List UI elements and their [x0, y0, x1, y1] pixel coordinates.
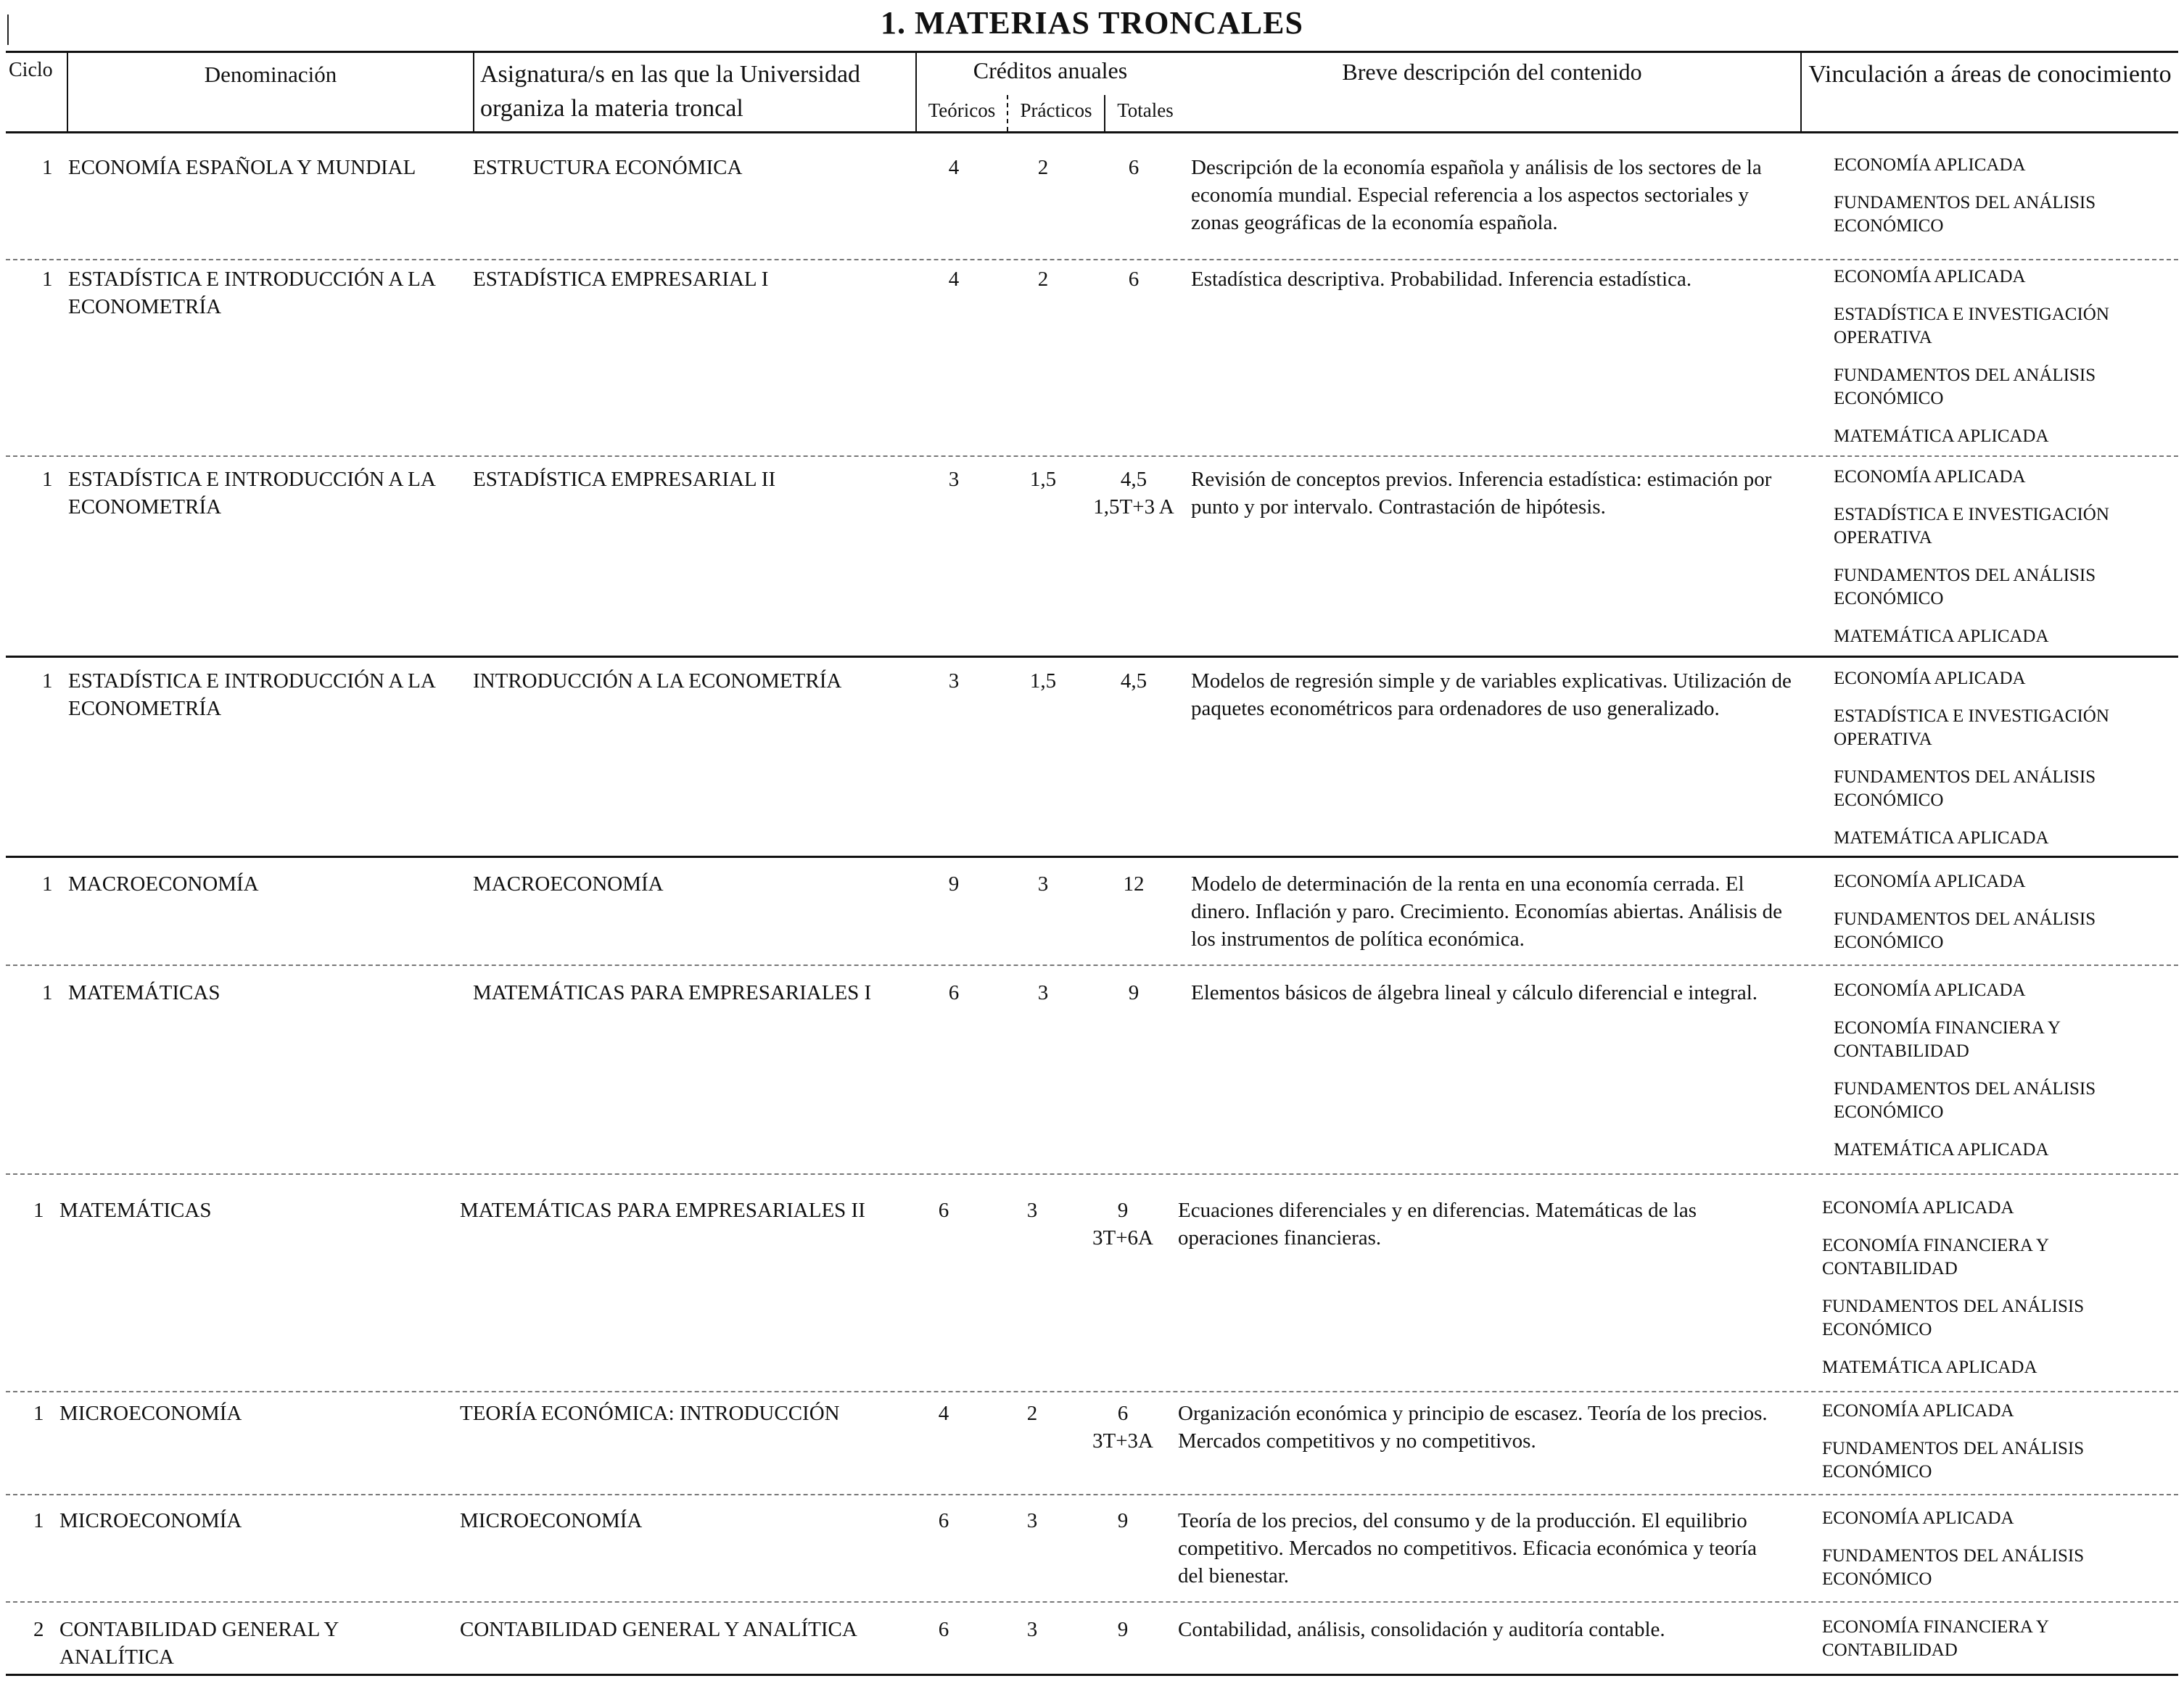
row-descripcion: Organización económica y principio de escasez. Teoría de los precios. Mercados competitivos y no competitivos.	[1178, 1402, 1768, 1453]
row-descripcion: Descripción de la economía española y análisis de los sectores de la economía mundial. Especial referencia a los aspectos sectoriales y zonas geográficas de la economía española.	[1191, 156, 1762, 234]
area-item: FUNDAMENTOS DEL ANÁLISIS ECONÓMICO	[1822, 1546, 2085, 1589]
area-item: FUNDAMENTOS DEL ANÁLISIS ECONÓMICO	[1822, 1297, 2085, 1339]
row-teoricos: 3	[948, 669, 960, 693]
area-item: FUNDAMENTOS DEL ANÁLISIS ECONÓMICO	[1834, 566, 2096, 608]
area-item: ECONOMÍA APLICADA	[1834, 980, 2026, 1000]
row-denominacion: ECONOMÍA ESPAÑOLA Y MUNDIAL	[68, 156, 416, 179]
row-ciclo: 1	[33, 1199, 44, 1222]
table-row	[6, 1400, 2178, 1495]
area-item: ECONOMÍA APLICADA	[1834, 155, 2026, 175]
row-descripcion: Modelos de regresión simple y de variables explicativas. Utilización de paquetes econométricos para ordenadores de uso generalizado.	[1191, 669, 1792, 720]
area-item: FUNDAMENTOS DEL ANÁLISIS ECONÓMICO	[1822, 1439, 2085, 1482]
table-row	[6, 466, 2178, 658]
row-denominacion: ESTADÍSTICA E INTRODUCCIÓN A LA ECONOMETRÍA	[68, 468, 435, 519]
row-areas	[1822, 1616, 2170, 1677]
row-ciclo: 1	[33, 1402, 44, 1425]
row-asignatura: ESTRUCTURA ECONÓMICA	[473, 156, 743, 179]
table-row	[6, 1507, 2178, 1603]
row-teoricos: 9	[948, 872, 960, 896]
row-descripcion: Ecuaciones diferenciales y en diferencias. Matemáticas de las operaciones financieras.	[1178, 1199, 1697, 1250]
row-totales	[1090, 466, 1177, 521]
table-header	[6, 51, 2178, 133]
area-item: ECONOMÍA APLICADA	[1822, 1401, 2014, 1421]
row-asignatura: MICROECONOMÍA	[460, 1509, 643, 1532]
row-areas	[1834, 466, 2182, 663]
row-totales-value: 6	[1117, 1402, 1129, 1425]
row-descripcion: Revisión de conceptos previos. Inferencia estadística: estimación por punto y por intervalo. Contrastación de hipótesis.	[1191, 468, 1772, 519]
area-item: FUNDAMENTOS DEL ANÁLISIS ECONÓMICO	[1834, 909, 2096, 952]
row-areas	[1822, 1400, 2170, 1498]
row-totales	[1079, 1507, 1166, 1535]
row-ciclo: 1	[42, 156, 53, 179]
row-asignatura: TEORÍA ECONÓMICA: INTRODUCCIÓN	[460, 1402, 840, 1425]
row-ciclo: 1	[33, 1509, 44, 1532]
row-totales	[1090, 154, 1177, 181]
header-teoricos: Teóricos	[928, 99, 996, 121]
row-totales	[1090, 667, 1177, 695]
row-areas	[1834, 667, 2182, 864]
row-practicos: 3	[1026, 1618, 1038, 1641]
row-teoricos: 4	[938, 1402, 949, 1425]
area-item: ECONOMÍA APLICADA	[1834, 267, 2026, 286]
row-teoricos: 4	[948, 156, 960, 179]
area-item: MATEMÁTICA APLICADA	[1822, 1358, 2037, 1377]
row-practicos: 3	[1026, 1509, 1038, 1532]
row-totales	[1079, 1197, 1166, 1252]
area-item: ECONOMÍA APLICADA	[1834, 872, 2026, 891]
row-teoricos: 3	[948, 468, 960, 491]
row-asignatura: MACROECONOMÍA	[473, 872, 664, 896]
row-ciclo: 1	[42, 669, 53, 693]
row-denominacion: ESTADÍSTICA E INTRODUCCIÓN A LA ECONOMETRÍA	[68, 669, 435, 720]
row-descripcion: Contabilidad, análisis, consolidación y auditoría contable.	[1178, 1618, 1665, 1641]
area-item: FUNDAMENTOS DEL ANÁLISIS ECONÓMICO	[1834, 1079, 2096, 1122]
row-practicos: 3	[1037, 872, 1049, 896]
row-totales	[1090, 979, 1177, 1007]
row-ciclo: 1	[42, 981, 53, 1004]
page-title: 1. MATERIAS TRONCALES	[881, 5, 1303, 41]
area-item: MATEMÁTICA APLICADA	[1834, 828, 2049, 848]
row-descripcion: Teoría de los precios, del consumo y de la producción. El equilibrio competitivo. Mercados no competitivos. Eficacia económica y teoría del bienestar.	[1178, 1509, 1757, 1587]
header-vinculacion: Vinculación a áreas de conocimiento	[1800, 53, 2178, 131]
row-totales-breakdown: 3T+6A	[1092, 1226, 1153, 1250]
table-row	[6, 667, 2178, 858]
area-item: ECONOMÍA APLICADA	[1822, 1508, 2014, 1528]
row-denominacion: ESTADÍSTICA E INTRODUCCIÓN A LA ECONOMETRÍA	[68, 268, 435, 318]
area-item: FUNDAMENTOS DEL ANÁLISIS ECONÓMICO	[1834, 365, 2096, 408]
header-totales: Totales	[1104, 95, 1185, 131]
row-asignatura: MATEMÁTICAS PARA EMPRESARIALES II	[460, 1199, 865, 1222]
row-asignatura: INTRODUCCIÓN A LA ECONOMETRÍA	[473, 669, 842, 693]
row-totales-value: 6	[1128, 156, 1140, 179]
row-asignatura: ESTADÍSTICA EMPRESARIAL II	[473, 468, 776, 491]
row-denominacion: MACROECONOMÍA	[68, 872, 259, 896]
row-totales-value: 9	[1128, 981, 1140, 1004]
row-descripcion: Estadística descriptiva. Probabilidad. Inferencia estadística.	[1191, 268, 1692, 291]
area-item: ECONOMÍA FINANCIERA Y CONTABILIDAD	[1834, 1018, 2061, 1061]
header-denominacion: Denominación	[67, 53, 473, 131]
row-denominacion: MICROECONOMÍA	[59, 1402, 242, 1425]
row-totales	[1079, 1616, 1166, 1643]
header-ciclo: Ciclo	[9, 59, 53, 81]
area-item: MATEMÁTICA APLICADA	[1834, 1140, 2049, 1160]
header-descripcion: Breve descripción del contenido	[1342, 59, 1642, 85]
row-totales-value: 9	[1117, 1618, 1129, 1641]
row-practicos: 2	[1037, 268, 1049, 291]
area-item: ESTADÍSTICA E INVESTIGACIÓN OPERATIVA	[1834, 305, 2109, 347]
row-practicos: 3	[1026, 1199, 1038, 1222]
row-ciclo: 1	[42, 468, 53, 491]
row-areas	[1834, 979, 2182, 1176]
row-totales-breakdown: 1,5T+3 A	[1093, 495, 1174, 519]
row-teoricos: 6	[938, 1509, 949, 1532]
area-item: ECONOMÍA APLICADA	[1834, 669, 2026, 688]
row-descripcion: Modelo de determinación de la renta en una economía cerrada. El dinero. Inflación y paro. Crecimiento. Economías abiertas. Análisis de los instrumentos de política económica.	[1191, 872, 1782, 951]
row-asignatura: MATEMÁTICAS PARA EMPRESARIALES I	[473, 981, 872, 1004]
area-item: ECONOMÍA FINANCIERA Y CONTABILIDAD	[1822, 1617, 2049, 1660]
area-item: ESTADÍSTICA E INVESTIGACIÓN OPERATIVA	[1834, 505, 2109, 548]
area-item: ECONOMÍA APLICADA	[1822, 1198, 2014, 1218]
row-totales-breakdown: 3T+3A	[1092, 1429, 1153, 1453]
area-item: FUNDAMENTOS DEL ANÁLISIS ECONÓMICO	[1834, 193, 2096, 236]
row-areas	[1834, 870, 2182, 969]
row-asignatura: ESTADÍSTICA EMPRESARIAL I	[473, 268, 769, 291]
area-item: ECONOMÍA FINANCIERA Y CONTABILIDAD	[1822, 1236, 2049, 1279]
table-row	[6, 870, 2178, 966]
row-descripcion: Elementos básicos de álgebra lineal y cálculo diferencial e integral.	[1191, 981, 1758, 1004]
row-totales	[1079, 1400, 1166, 1455]
row-practicos: 2	[1026, 1402, 1038, 1425]
row-practicos: 2	[1037, 156, 1049, 179]
row-totales	[1090, 870, 1177, 898]
row-denominacion: MICROECONOMÍA	[59, 1509, 242, 1532]
row-areas	[1822, 1507, 2170, 1606]
header-creditos	[915, 53, 1184, 131]
area-item: ESTADÍSTICA E INVESTIGACIÓN OPERATIVA	[1834, 706, 2109, 749]
area-item: FUNDAMENTOS DEL ANÁLISIS ECONÓMICO	[1834, 767, 2096, 810]
row-asignatura: CONTABILIDAD GENERAL Y ANALÍTICA	[460, 1618, 857, 1641]
row-areas	[1822, 1197, 2170, 1394]
row-totales-value: 12	[1123, 872, 1145, 896]
table-row	[6, 1616, 2178, 1676]
row-denominacion: MATEMÁTICAS	[59, 1199, 212, 1222]
header-practicos: Prácticos	[1007, 95, 1104, 131]
table-row	[6, 979, 2178, 1175]
row-ciclo: 2	[33, 1618, 44, 1641]
area-item: MATEMÁTICA APLICADA	[1834, 627, 2049, 646]
row-practicos: 1,5	[1029, 468, 1057, 491]
area-item: ECONOMÍA APLICADA	[1834, 467, 2026, 487]
row-teoricos: 6	[938, 1199, 949, 1222]
header-creditos-label: Créditos anuales	[973, 57, 1128, 83]
row-denominacion: MATEMÁTICAS	[68, 981, 221, 1004]
header-asignaturas: Asignatura/s en las que la Universidad organiza la materia troncal	[473, 53, 915, 131]
row-totales	[1090, 265, 1177, 293]
row-teoricos: 6	[938, 1618, 949, 1641]
row-totales-value: 4,5	[1120, 669, 1147, 693]
table-row	[6, 265, 2178, 457]
row-denominacion: CONTABILIDAD GENERAL Y ANALÍTICA	[59, 1618, 339, 1669]
row-practicos: 3	[1037, 981, 1049, 1004]
area-item: MATEMÁTICA APLICADA	[1834, 426, 2049, 446]
table-row	[6, 1197, 2178, 1392]
row-totales-value: 9	[1117, 1509, 1129, 1532]
row-totales-value: 4,5	[1120, 468, 1147, 491]
row-totales-value: 9	[1117, 1199, 1129, 1222]
row-areas	[1834, 154, 2182, 252]
row-ciclo: 1	[42, 268, 53, 291]
table-row	[6, 154, 2178, 260]
row-totales-value: 6	[1128, 268, 1140, 291]
row-teoricos: 4	[948, 268, 960, 291]
row-teoricos: 6	[948, 981, 960, 1004]
row-practicos: 1,5	[1029, 669, 1057, 693]
row-ciclo: 1	[42, 872, 53, 896]
row-areas	[1834, 265, 2182, 463]
